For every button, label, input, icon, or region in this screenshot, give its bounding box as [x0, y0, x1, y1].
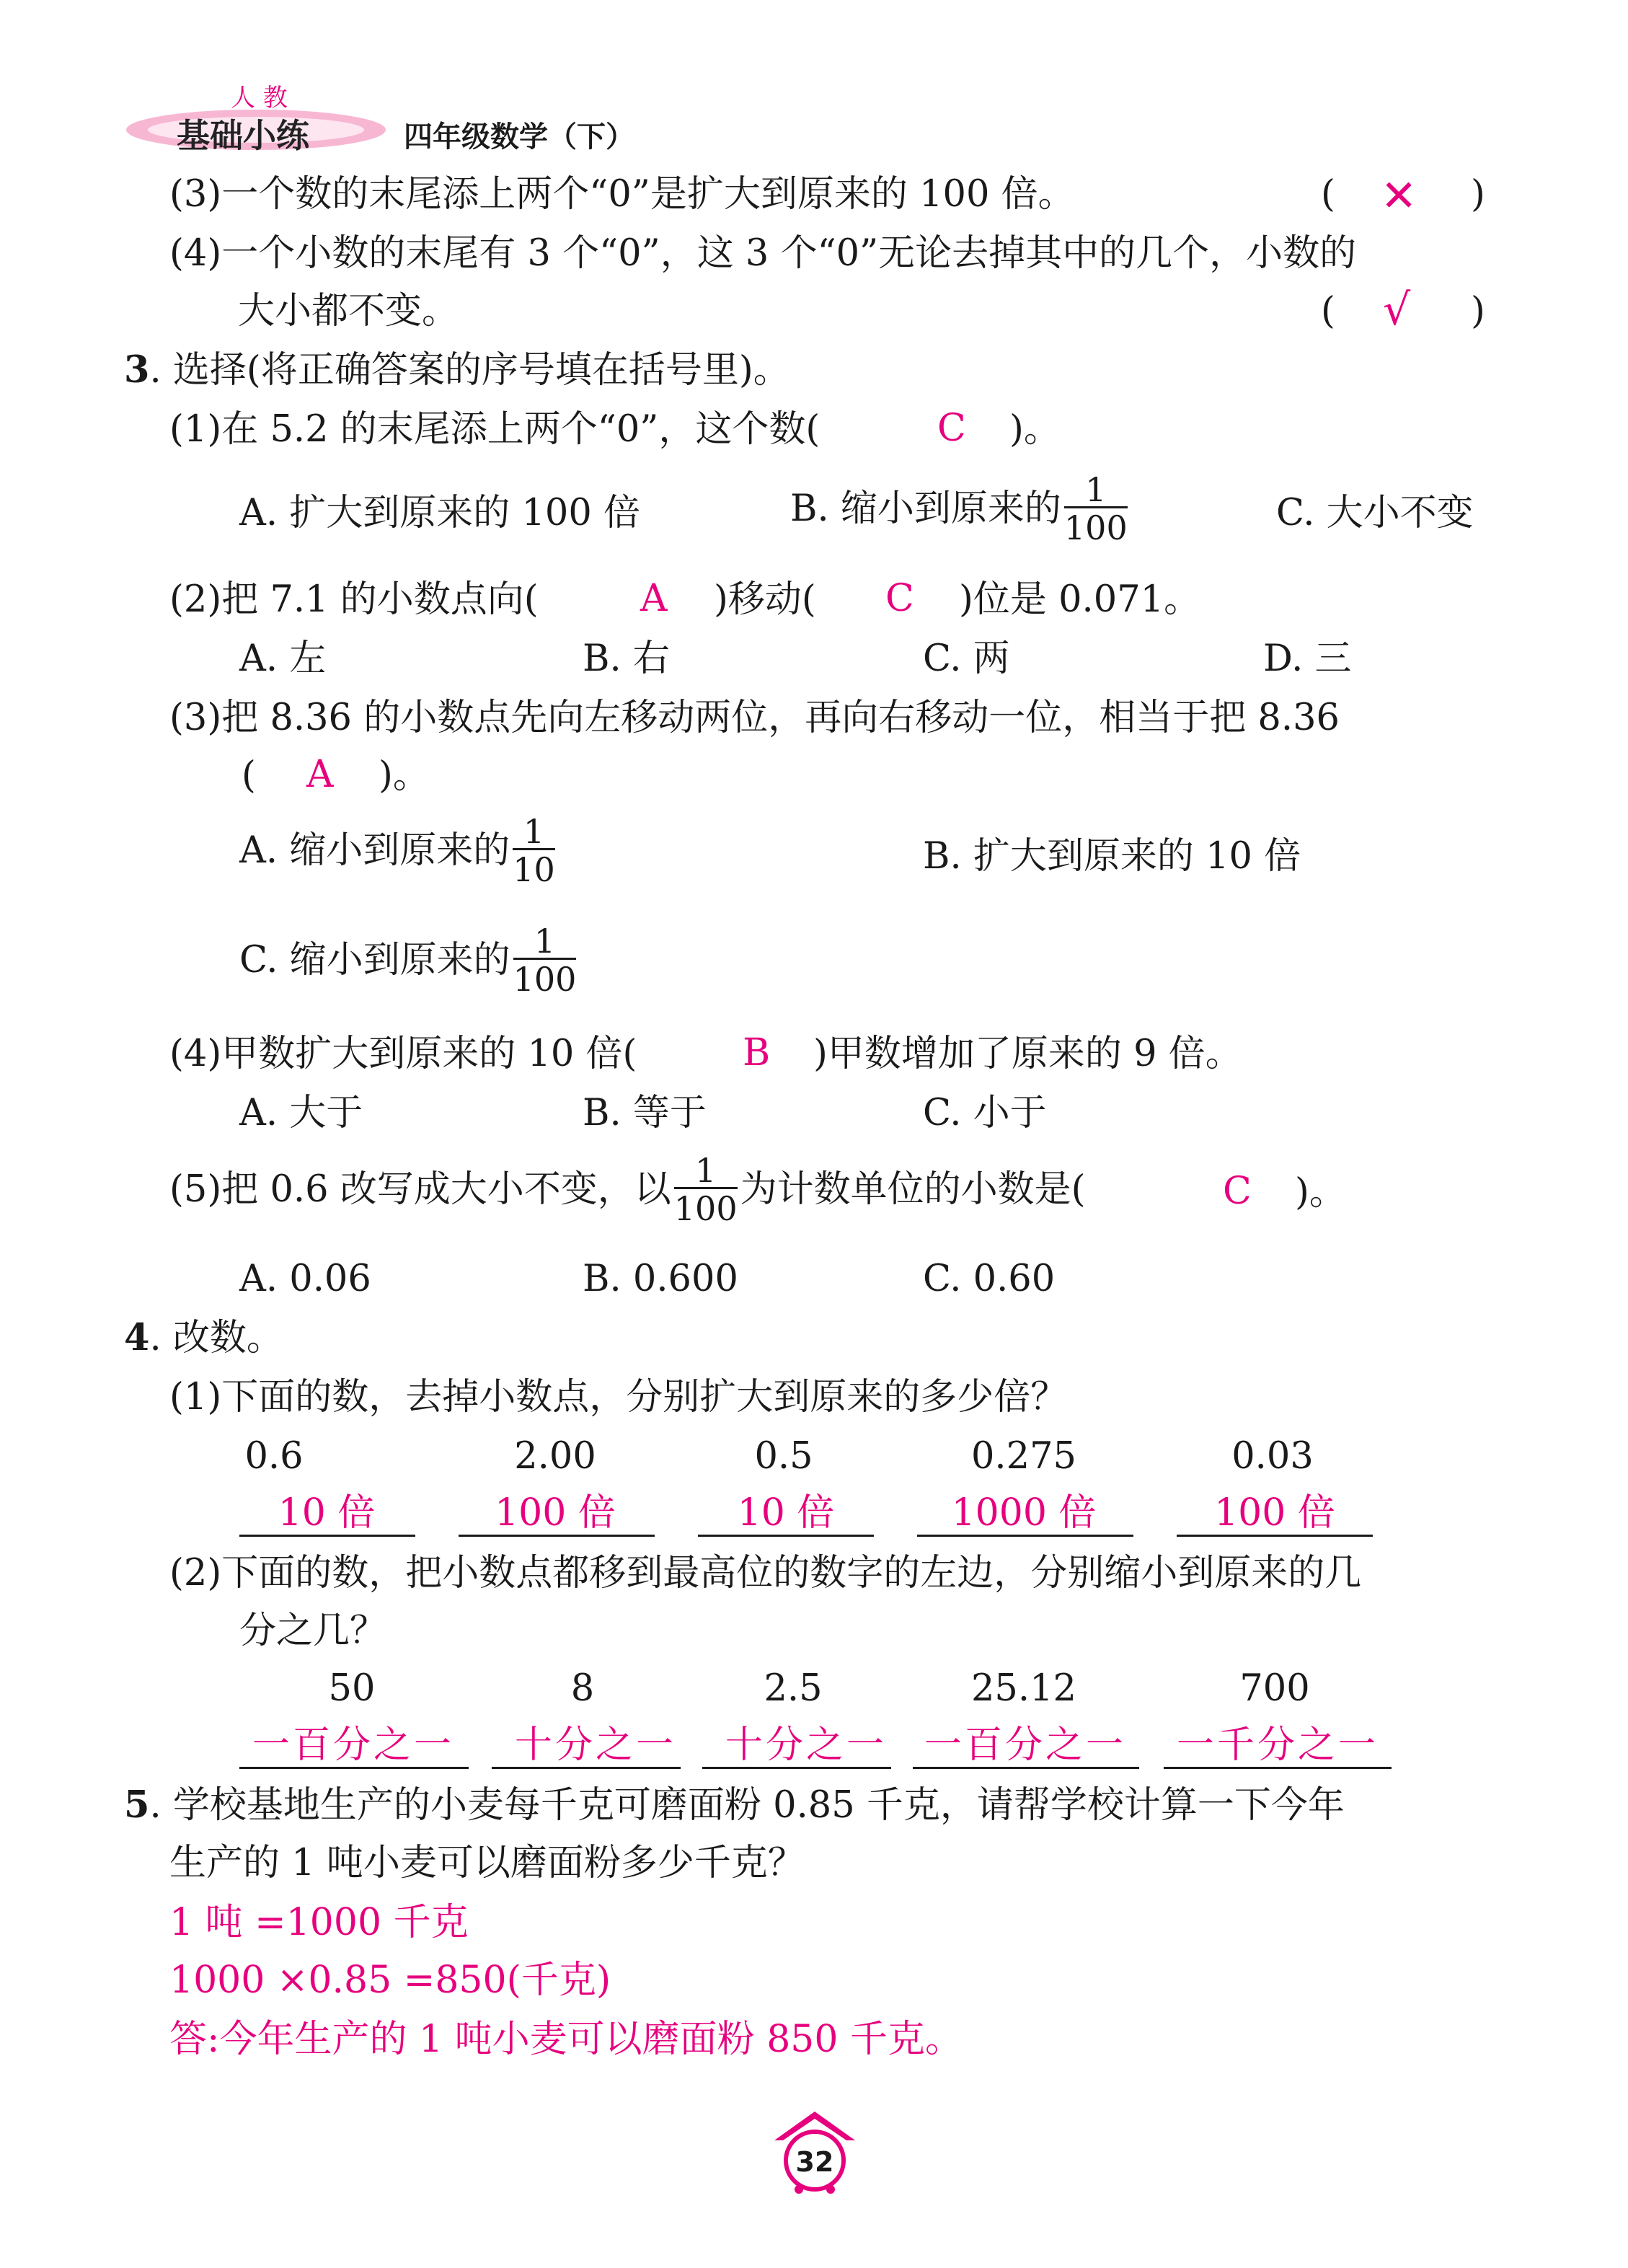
- s4-q2-answer: 一千分之一: [1176, 1724, 1379, 1767]
- s4-q2-answer: 一百分之一: [924, 1724, 1126, 1767]
- section-5-line1: 5. 学校基地生产的小麦每千克可磨面粉 0.85 千克，请帮学校计算一下今年: [124, 1783, 1345, 1827]
- s4-q1-answer: 100 倍: [495, 1491, 616, 1535]
- s4-q2-answer: 十分之一: [514, 1724, 676, 1767]
- s5-solution-line1: 1 吨 =1000 千克: [169, 1901, 469, 1944]
- answer-underline: [492, 1767, 681, 1769]
- brand-title: 基础小练: [177, 116, 309, 155]
- section-5-line2: 生产的 1 吨小麦可以磨面粉多少千克？: [169, 1842, 805, 1884]
- s3-q2-mid: )移动(: [714, 578, 816, 621]
- check-mark-icon: √: [1383, 285, 1411, 335]
- s4-q2-number: 2.5: [764, 1667, 823, 1710]
- s4-q1-number: 0.6: [244, 1435, 304, 1478]
- answer-underline: [1164, 1767, 1392, 1769]
- s4-q1-number: 2.00: [514, 1435, 596, 1478]
- s4-q1-answer: 1000 倍: [951, 1491, 1097, 1535]
- judge-q4-line2: 大小都不变。: [238, 290, 459, 332]
- answer-underline: [459, 1535, 655, 1537]
- s4-q2-answer: 十分之一: [725, 1724, 887, 1767]
- s3-q4-suffix: )甲数增加了原来的 9 倍。: [813, 1033, 1242, 1075]
- judge-q4-close: ): [1471, 290, 1485, 332]
- s4-q2-number: 8: [570, 1667, 595, 1710]
- s3-q3-line1: (3)把 8.36 的小数点先向左移动两位，再向右移动一位，相当于把 8.36: [169, 697, 1340, 739]
- answer-underline: [239, 1535, 415, 1537]
- s4-q2-number: 50: [328, 1667, 376, 1710]
- s3-q1-option-a: A. 扩大到原来的 100 倍: [239, 492, 641, 534]
- s3-q2-answer-1: A: [640, 577, 668, 620]
- s3-q5-option-c: C. 0.60: [923, 1258, 1056, 1300]
- judge-q3-open: (: [1321, 173, 1335, 216]
- s4-q1-answer: 10 倍: [278, 1491, 376, 1535]
- s4-q1-number: 0.03: [1231, 1435, 1314, 1478]
- s4-q1-text: (1)下面的数，去掉小数点，分别扩大到原来的多少倍？: [169, 1376, 1068, 1418]
- judge-q3-text: (3)一个数的末尾添上两个“0”是扩大到原来的 100 倍。: [169, 173, 1075, 216]
- s3-q3-option-a: A. 缩小到原来的 $\frac{1}{10}$: [239, 812, 555, 889]
- s4-q2-number: 25.12: [970, 1667, 1076, 1710]
- answer-underline: [698, 1535, 874, 1537]
- judge-q4-line1: (4)一个小数的末尾有 3 个“0”，这 3 个“0”无论去掉其中的几个，小数的: [169, 232, 1357, 275]
- s4-q1-answer: 100 倍: [1214, 1491, 1335, 1535]
- s4-q1-answer: 10 倍: [737, 1491, 835, 1535]
- s3-q4-answer: B: [743, 1031, 771, 1075]
- answer-underline: [917, 1535, 1133, 1537]
- s3-q1-prefix: (1)在 5.2 的末尾添上两个“0”，这个数(: [169, 408, 820, 451]
- s5-solution-line2: 1000 ×0.85 =850(千克): [169, 1959, 611, 2002]
- s3-q4-option-b: B. 等于: [583, 1092, 707, 1134]
- answer-underline: [1177, 1535, 1373, 1537]
- s3-q3-option-c: C. 缩小到原来的 $\frac{1}{100}$: [239, 922, 577, 999]
- judge-q4-open: (: [1321, 290, 1335, 332]
- s4-q1-number: 0.275: [970, 1435, 1076, 1478]
- s3-q3-suffix: )。: [379, 754, 430, 797]
- section-3-title: 3. 选择(将正确答案的序号填在括号里)。: [124, 348, 790, 392]
- s3-q2-option-a: A. 左: [239, 637, 327, 680]
- s4-q2-answer: 一百分之一: [252, 1724, 454, 1767]
- answer-underline: [239, 1767, 469, 1769]
- s3-q4-option-a: A. 大于: [239, 1092, 363, 1134]
- s3-q5-option-a: A. 0.06: [239, 1258, 371, 1300]
- s3-q2-line: (2)把 7.1 的小数点向(: [169, 578, 539, 621]
- s3-q1-suffix: )。: [1009, 408, 1061, 451]
- s4-q2-number: 700: [1239, 1667, 1310, 1710]
- cross-mark-icon: ✕: [1381, 171, 1417, 221]
- s3-q5-suffix: )。: [1295, 1171, 1346, 1214]
- page-number: 32: [795, 2146, 834, 2178]
- s3-q5-answer: C: [1223, 1170, 1252, 1213]
- judge-q3-close: ): [1471, 173, 1485, 216]
- s3-q2-answer-2: C: [885, 577, 914, 620]
- s5-answer-sentence: 答:今年生产的 1 吨小麦可以磨面粉 850 千克。: [169, 2018, 963, 2061]
- answer-underline: [702, 1767, 891, 1769]
- brand-top-label: 人 教: [231, 84, 288, 112]
- s3-q1-option-b: B. 缩小到原来的 $\frac{1}{100}$: [790, 470, 1128, 547]
- s3-q5-line: (5)把 0.6 改写成大小不变，以 $\frac{1}{100}$ 为计数单位的小数是(: [169, 1151, 1086, 1228]
- s3-q3-open: (: [242, 754, 256, 797]
- s3-q3-option-b: B. 扩大到原来的 10 倍: [923, 835, 1301, 878]
- s4-q2-line2: 分之几？: [239, 1610, 387, 1652]
- s3-q5-option-b: B. 0.600: [583, 1258, 738, 1300]
- s3-q2-option-c: C. 两: [923, 637, 1010, 680]
- s3-q4-prefix: (4)甲数扩大到原来的 10 倍(: [169, 1033, 637, 1075]
- section-4-title: 4. 改数。: [124, 1316, 283, 1359]
- s3-q2-option-d: D. 三: [1263, 637, 1352, 680]
- s3-q1-answer: C: [937, 407, 966, 450]
- answer-underline: [913, 1767, 1139, 1769]
- s4-q2-line1: (2)下面的数，把小数点都移到最高位的数字的左边，分别缩小到原来的几: [169, 1552, 1362, 1594]
- s3-q2-suffix: )位是 0.071。: [959, 578, 1201, 621]
- s3-q1-option-c: C. 大小不变: [1276, 492, 1474, 534]
- s3-q3-answer: A: [306, 753, 334, 796]
- s3-q2-option-b: B. 右: [583, 637, 670, 680]
- s3-q4-option-c: C. 小于: [923, 1092, 1047, 1134]
- s4-q1-number: 0.5: [754, 1435, 813, 1478]
- subject-title: 四年级数学（下）: [404, 120, 634, 154]
